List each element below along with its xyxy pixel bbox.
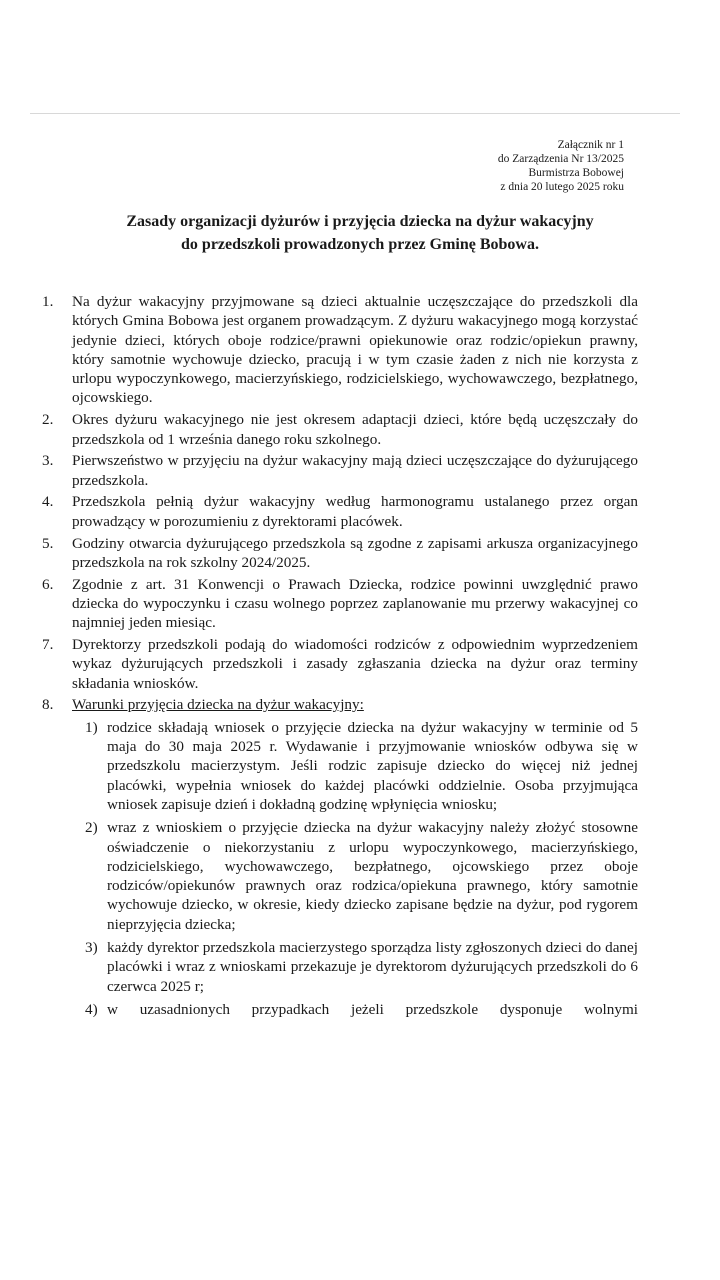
list-item <box>42 575 638 633</box>
list-item-number: 8. <box>42 696 54 714</box>
list-item-text: Zgodnie z art. 31 Konwencji o Prawach Dziecka, rodzice powinni uwzględnić prawo dziecka do wypoczynku i czasu wolnego poprzez zaplanowanie mu przerwy wakacyjnej co najmniej jeden miesiąc. <box>72 575 638 632</box>
title-line-1: Zasady organizacji dyżurów i przyjęcia dziecka na dyżur wakacyjny <box>126 213 594 230</box>
sub-item-text: wraz z wnioskiem o przyjęcie dziecka na dyżur wakacyjny należy złożyć stosowne oświadczenie o niekorzystaniu z urlopu wypoczynkowego, macierzyńskiego, rodzicielskiego, wychowawczego, bezpłatnego, ojcowskiego przez oboje rodziców/opiekunów prawnych oraz rodzica/opiekuna prawnego, który samotnie wychowuje dziecko, w okresie, kiedy dziecko zapisane będzie na dyżur, pod rygorem nieprzyjęcia dziecka; <box>107 819 638 933</box>
annex-issuer: Burmistrza Bobowej <box>528 167 624 179</box>
sub-list-item <box>85 938 638 996</box>
list-item-text: Okres dyżuru wakacyjnego nie jest okresem adaptacji dzieci, które będą uczęszczały do przedszkola od 1 września danego roku szkolnego. <box>72 411 638 448</box>
list-item-number: 6. <box>42 575 54 593</box>
annex-header <box>364 138 624 194</box>
list-item-conditions <box>42 695 638 714</box>
sub-item-number: 4) <box>85 1000 98 1018</box>
document-title <box>60 210 660 256</box>
sub-item-text: rodzice składają wniosek o przyjęcie dziecka na dyżur wakacyjny w terminie od 5 maja do 30 maja 2025 r. Wydawanie i przyjmowanie wniosków odbywa się w przedszkolu macierzystym. Jeśli rodzic zapisuje dziecko do więcej niż jednej placówki, wypełnia wniosek do każdej placówki oddzielnie. Osoba przyjmująca wniosek zapisuje dzień i dokładną godzinę wpłynięcia wniosku; <box>107 718 638 813</box>
list-item-number: 1. <box>42 293 54 310</box>
list-item-text: Przedszkola pełnią dyżur wakacyjny według harmonogramu ustalanego przez organ prowadzący w porozumieniu z dyrektorami placówek. <box>72 493 638 530</box>
list-item-number: 3. <box>42 452 54 470</box>
title-line-2: do przedszkoli prowadzonych przez Gminę Bobowa. <box>181 236 539 253</box>
list-item <box>42 410 638 449</box>
list-item-text: Na dyżur wakacyjny przyjmowane są dzieci aktualnie uczęszczające do przedszkoli dla których Gmina Bobowa jest organem prowadzącym. Z dyżuru wakacyjnego mogą korzystać jedynie dzieci, których oboje rodzice/prawni opiekunowie oraz rodzic/opiekun prawny, który samotnie wychowuje dziecko, pracują i w tym czasie żaden z nich nie korzysta z urlopu wypoczynkowego, macierzyńskiego, rodzicielskiego, wychowawczego, bezpłatnego, ojcowskiego. <box>72 293 638 407</box>
sub-item-text: każdy dyrektor przedszkola macierzystego sporządza listy zgłoszonych dzieci do danej placówki i wraz z wnioskami przekazuje je dyrektorom dyżurujących przedszkoli do 6 czerwca 2025 r; <box>107 939 638 995</box>
sub-list-item <box>85 818 638 934</box>
annex-number: Załącznik nr 1 <box>557 139 624 151</box>
list-item-text: Pierwszeństwo w przyjęciu na dyżur wakacyjny mają dzieci uczęszczające do dyżurującego przedszkola. <box>72 452 638 489</box>
sub-item-text: w uzasadnionych przypadkach jeżeli przedszkole dysponuje wolnymi <box>107 1000 638 1018</box>
list-item-number: 2. <box>42 411 54 429</box>
sub-item-number: 3) <box>85 939 98 956</box>
list-item <box>42 534 638 573</box>
annex-regulation: do Zarządzenia Nr 13/2025 <box>497 153 624 165</box>
sub-list-item <box>85 1000 638 1019</box>
list-item <box>42 492 638 531</box>
list-item-number: 7. <box>42 636 54 654</box>
list-item-text: Godziny otwarcia dyżurującego przedszkola są zgodne z zapisami arkusza organizacyjnego przedszkola na rok szkolny 2024/2025. <box>72 534 638 571</box>
list-item <box>42 635 638 693</box>
conditions-heading: Warunki przyjęcia dziecka na dyżur wakacyjny: <box>72 696 364 714</box>
list-item-number: 4. <box>42 493 54 511</box>
sub-item-number: 1) <box>85 718 98 736</box>
page-top-divider <box>30 113 680 114</box>
sub-list-item <box>85 718 638 814</box>
list-item <box>42 292 638 408</box>
sub-item-number: 2) <box>85 819 98 837</box>
list-item-number: 5. <box>42 534 54 552</box>
list-item <box>42 451 638 490</box>
annex-date: z dnia 20 lutego 2025 roku <box>500 181 624 193</box>
document-body <box>42 292 638 1023</box>
list-item-text: Dyrektorzy przedszkoli podają do wiadomości rodziców z odpowiednim wyprzedzeniem wykaz dyżurujących przedszkoli i zasady zgłaszania dziecka na dyżur oraz terminy składania wniosków. <box>72 636 638 692</box>
